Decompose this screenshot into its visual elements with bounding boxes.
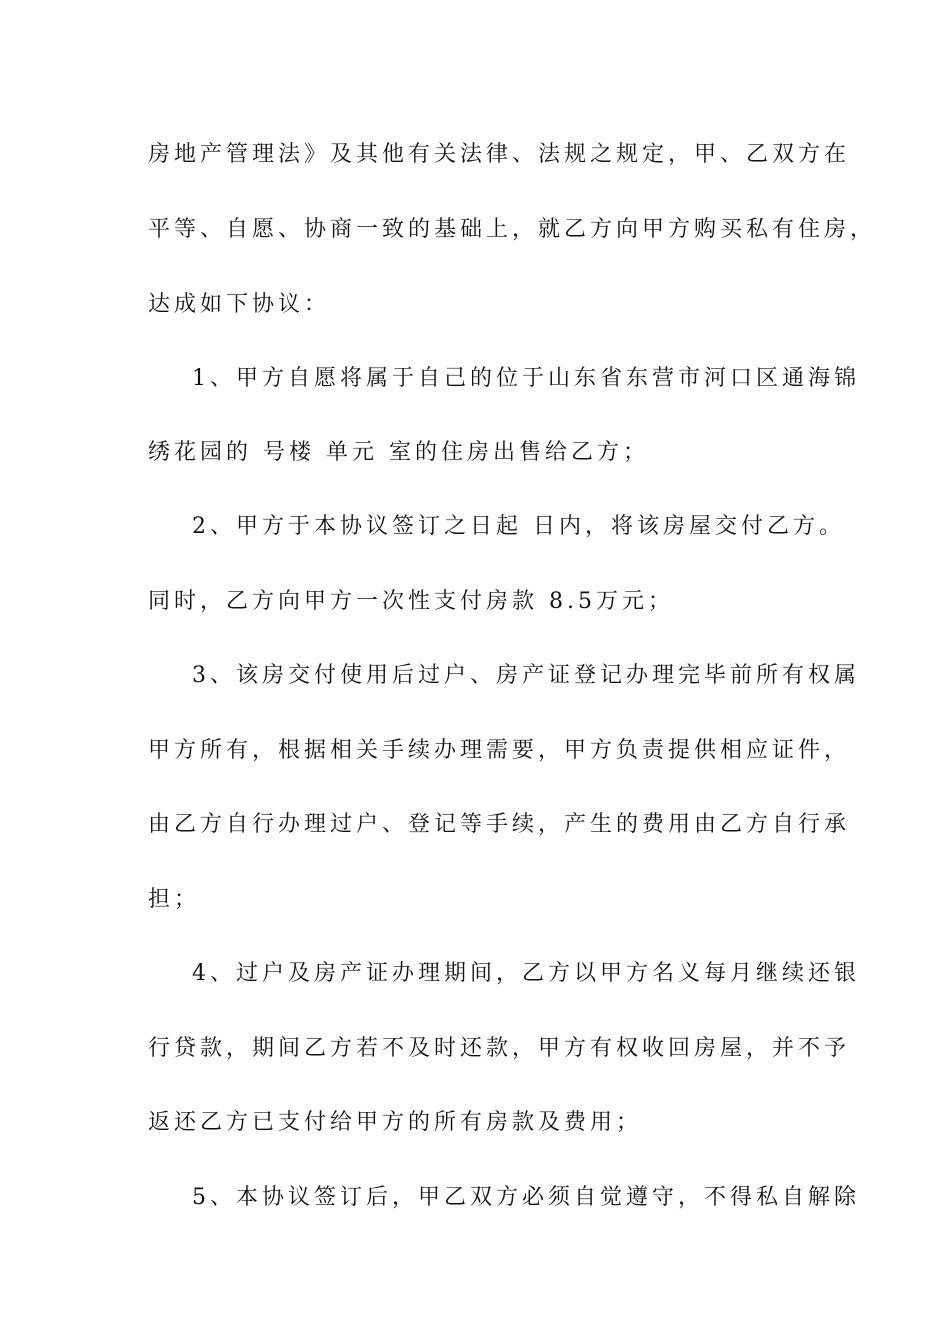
text-line: 房地产管理法》及其他有关法律、法规之规定，甲、乙双方在 bbox=[148, 142, 851, 167]
clause-1-line: 1、甲方自愿将属于自己的位于山东省东营市河口区通海锦 bbox=[192, 366, 860, 391]
clause-3-line: 3、该房交付使用后过户、房产证登记办理完毕前所有权属 bbox=[192, 663, 860, 688]
text-line: 担； bbox=[148, 887, 201, 912]
text-line: 达成如下协议： bbox=[148, 292, 331, 317]
text-line: 行贷款，期间乙方若不及时还款，甲方有权收回房屋，并不予 bbox=[148, 1036, 851, 1061]
text-line: 由乙方自行办理过户、登记等手续，产生的费用由乙方自行承 bbox=[148, 812, 851, 837]
clause-2-line: 2、甲方于本协议签订之日起 日内，将该房屋交付乙方。 bbox=[192, 514, 845, 539]
clause-4-line: 4、过户及房产证办理期间，乙方以甲方名义每月继续还银 bbox=[192, 961, 860, 986]
text-line: 平等、自愿、协商一致的基础上，就乙方向甲方购买私有住房， bbox=[148, 217, 877, 242]
clause-5-line: 5、本协议签订后，甲乙双方必须自觉遵守，不得私自解除 bbox=[192, 1185, 860, 1210]
text-line: 同时，乙方向甲方一次性支付房款 8.5万元； bbox=[148, 589, 674, 614]
text-line: 绣花园的 号楼 单元 室的住房出售给乙方； bbox=[148, 440, 649, 465]
text-line: 甲方所有，根据相关手续办理需要，甲方负责提供相应证件， bbox=[148, 738, 851, 763]
text-line: 返还乙方已支付给甲方的所有房款及费用； bbox=[148, 1110, 643, 1135]
